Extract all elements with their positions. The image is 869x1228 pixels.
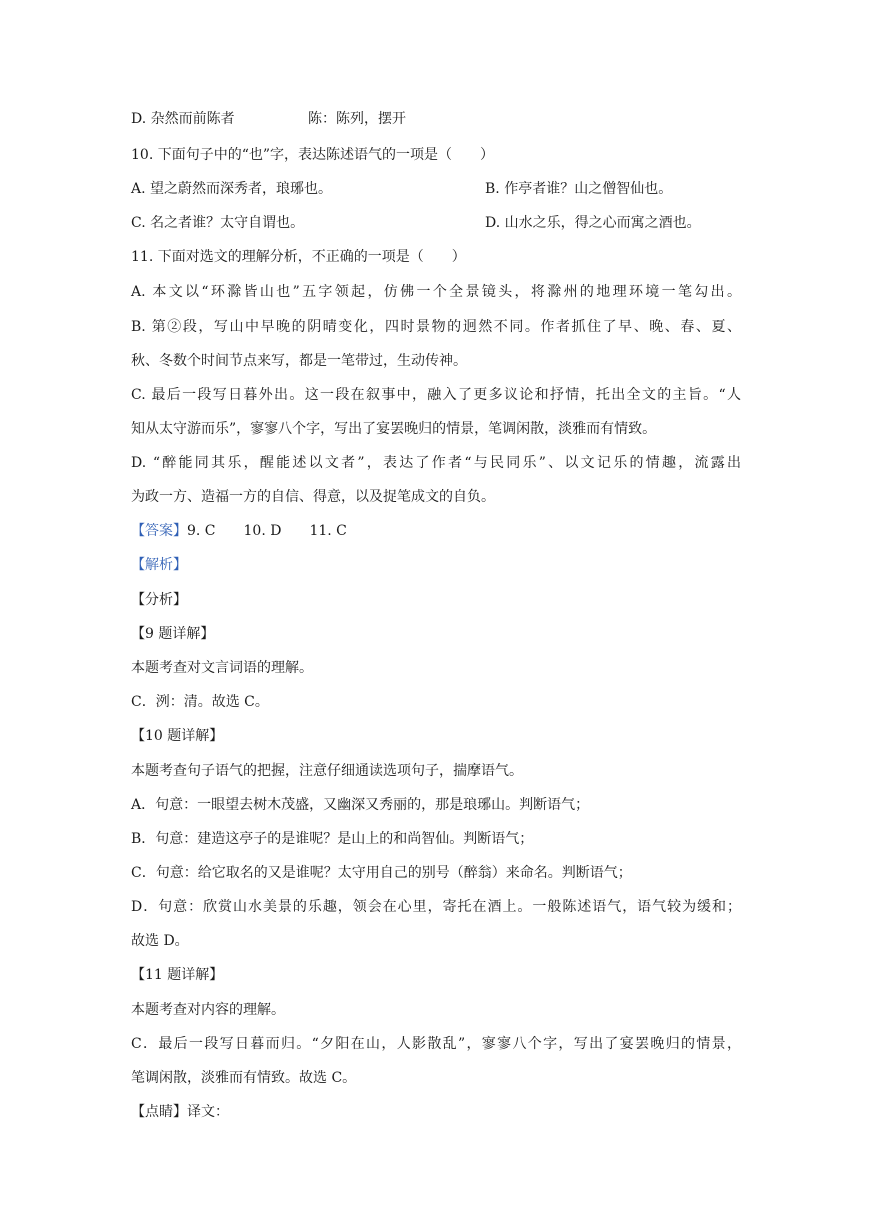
q11-option-b-line2: 秋、冬数个时间节点来写，都是一笔带过，生动传神。 — [131, 353, 467, 369]
answer-tag: 【答案】 — [131, 523, 187, 539]
detail-9-text-1: 本题考查对文言词语的理解。 — [131, 660, 313, 676]
detail-9-heading: 【9 题详解】 — [131, 626, 215, 642]
option-text: D. 杂然而前陈者 — [131, 111, 235, 127]
q9-option-d — [131, 109, 406, 129]
detail-11-text-1: 本题考查对内容的理解。 — [131, 1002, 285, 1018]
question-10: 10. 下面句子中的“也”字，表达陈述语气的一项是（ ） — [131, 147, 495, 163]
detail-10-d-line1: D．句意：欣赏山水美景的乐趣，领会在心里，寄托在酒上。一般陈述语气，语气较为缓和； — [131, 899, 741, 915]
detail-10-b: B．句意：建造这亭子的是谁呢？是山上的和尚智仙。判断语气； — [131, 831, 534, 847]
detail-11-c-line2: 笔调闲散，淡雅而有情致。故选 C。 — [131, 1070, 357, 1086]
q11-option-a: A. 本文以“环滁皆山也”五字领起，仿佛一个全景镜头，将滁州的地理环境一笔勾出。 — [131, 284, 741, 300]
q11-option-c-line2: 知从太守游而乐”，寥寥八个字，写出了宴罢晚归的情景，笔调闲散，淡雅而有情致。 — [131, 421, 657, 437]
q10-option-d: D. 山水之乐，得之心而寓之酒也。 — [485, 215, 701, 231]
question-11: 11. 下面对选文的理解分析，不正确的一项是（ ） — [131, 249, 466, 265]
q10-option-c: C. 名之者谁？太守自谓也。 — [131, 215, 305, 231]
detail-9-text-2: C．洌：清。故选 C。 — [131, 694, 269, 710]
q11-option-b-line1: B. 第②段，写山中早晚的阴晴变化，四时景物的迥然不同。作者抓住了早、晚、春、夏、 — [131, 319, 741, 335]
q10-option-a: A. 望之蔚然而深秀者，琅琊也。 — [131, 181, 333, 197]
dianjing-translation-heading: 【点睛】译文： — [131, 1104, 229, 1120]
option-gloss: 陈：陈列，摆开 — [308, 111, 406, 127]
answer-text: 9. C 10. D 11. C — [187, 523, 347, 539]
detail-11-heading: 【11 题详解】 — [131, 967, 224, 983]
answer-line — [131, 521, 347, 541]
detail-10-d-line2: 故选 D。 — [131, 933, 189, 949]
q11-option-d-line2: 为政一方、造福一方的自信、得意，以及捉笔成文的自负。 — [131, 489, 495, 505]
detail-10-text-1: 本题考查句子语气的把握，注意仔细通读选项句子，揣摩语气。 — [131, 763, 523, 779]
q11-option-c-line1: C. 最后一段写日暮外出。这一段在叙事中，融入了更多议论和抒情，托出全文的主旨。“人 — [131, 387, 741, 403]
q10-options-row2 — [131, 213, 701, 233]
fenxi-heading: 【分析】 — [131, 592, 187, 608]
q10-options-row1 — [131, 179, 672, 199]
detail-10-a: A．句意：一眼望去树木茂盛，又幽深又秀丽的，那是琅琊山。判断语气； — [131, 797, 590, 813]
q11-option-d-line1: D. “醉能同其乐，醒能述以文者”，表达了作者“与民同乐”、以文记乐的情趣，流露出 — [131, 455, 741, 471]
analysis-tag: 【解析】 — [131, 557, 187, 573]
detail-10-c: C．句意：给它取名的又是谁呢？太守用自己的别号（醉翁）来命名。判断语气； — [131, 865, 632, 881]
detail-10-heading: 【10 题详解】 — [131, 728, 224, 744]
detail-11-c-line1: C．最后一段写日暮而归。“夕阳在山，人影散乱”，寥寥八个字，写出了宴罢晚归的情景， — [131, 1036, 741, 1052]
q10-option-b: B. 作亭者谁？山之僧智仙也。 — [485, 181, 673, 197]
